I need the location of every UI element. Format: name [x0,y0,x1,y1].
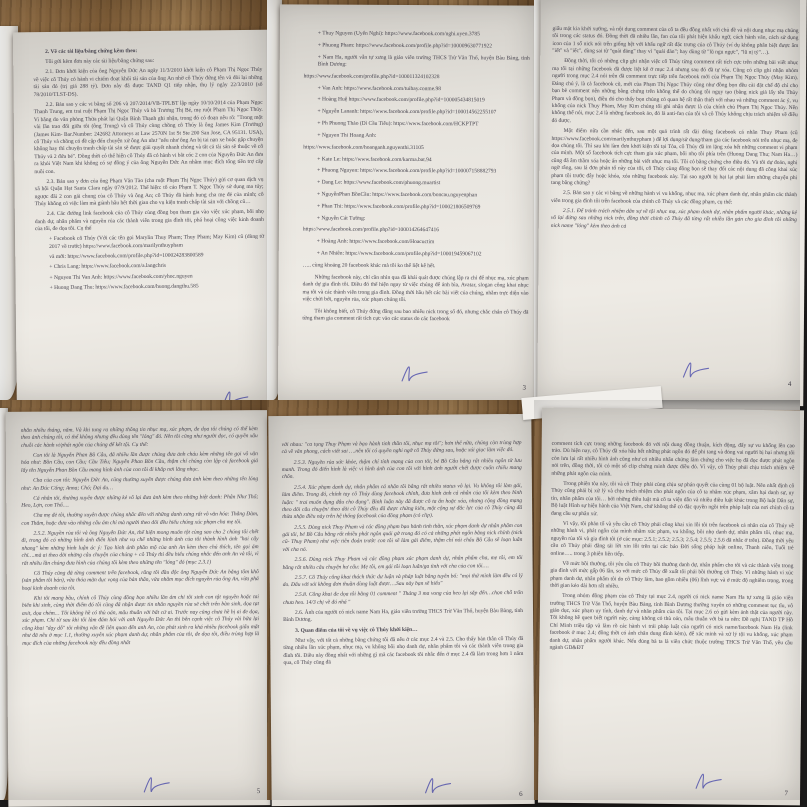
paragraph: Trong phiên tòa này, tôi và cô Thúy phải cùng chịu sự phán quyết của cùng 01 bộ luật. Nên nhất định cô Thúy cũng phải bị xử lý và chịu trách nhiệm cho phát ngôn của cô ta nhằm xúc phạm, xâm hại danh sự, uy tín, nhân phẩm của tôi… bởi những điều luật mà cô ta viện dẫn và nhiều điều luật khác trong Bộ luật Dân sự, Bộ luật Hình sự hiện hành của Việt Nam, chứ không thể có đặc quyền ngồi trên pháp luật của nơi chính cô ta đang cầu sự phân xử. [550,480,795,517]
paragraph: + Dang Le: https://www.facebook.com/phuong.muartist [317,179,441,187]
paper-sheet [6,410,271,807]
paragraph: 2.2. Bản sao y các vi bằng số 206 và 207/2014/VB-TPLBT lập ngày 10/10/2014 của Phạm Ngọc Thanh Trung, em trai ruột Phạm Thị Ngọc Thúy và bà Trương Thị Bé, mẹ ruột Phạm Thị Ngọc Thúy. Vi bằng do văn phòng Thừa phát lại Quận Bình Thạnh ghi nhận, trong đó có đoạn nêu rõ: "Trong một vài lần trao đổi giữa tôi (ông Trung) và cô Thúy cùng chồng cô Thúy là ông James Kim (Trưởng) (James Kim- Bar.Number: 242682 Attorneys at Law 2570N 1st St Ste 200 San Jose, CA 95131. USA), cô Thúy và chồng có đề cập đến chuyện xử ông An như "nếu như ông An bị tai nạn xe hoặc gặp chuyện không hay thì chuyện tranh chấp tài sản sẽ được giải quyết nhanh chóng và tắt cả tài sản sẽ thuộc về cô Thúy và 2 đứa bé". Đồng thời có thể hiện cô Thúy đã có hành vi bắt cóc 2 con của Nguyễn Đức An đưa ra khỏi Việt Nam khi không có sự đồng ý của ông Nguyễn Đức An nhằm mục đích tống tiền trợ cấp nuôi con. [33,99,264,175]
page-number: 4 [787,380,792,389]
paper-sheet [537,0,807,406]
paragraph: + Van Anh: https://www.facebook.com/tuibay.conme.98 [317,85,442,92]
paragraph: 2.6. Ảnh của người có nick name Nam Ha, giáo viên trường THCS Trừ Văn Thố, huyện Bàu Bàng, tỉnh Bình Dương. [283,607,524,624]
paragraph: nhân nhiều tháng, năm. Và khi tung ra những thông tin nhục mạ, xúc phạm, đe dọa tôi chúng có thể kèm theo ảnh chúng tôi, có thể không nhưng đều dùng tên "lóng" đó. Nên tôi cũng như người đọc, có quyền xâu chuỗi các hành vi/phát ngôn của chúng để kết tội. Cụ thể: [20,426,258,449]
paragraph: + Nguyễn Cát Tường: [316,215,366,222]
page-number: 6 [519,789,523,798]
page-text [278,4,540,324]
paragraph: Tôi không biết, cô Thúy đứng đằng sau bao nhiêu nick trong số đó, nhưng chắc chắn cô Thúy đã từng tham gia comment rất tích cực vào các status do các facebook [302,308,529,323]
paragraph: + Phan Thi: https://www.facebook.com/profile.php?id=100021806509769 [316,203,481,211]
paragraph: với nhau: "ca tụng Thuy Phạm và bạo hành tinh thần tôi, nhục mạ tôi"; hơn thế nữa, chúng còn trùng hợp cả về văn phong, cách viết sai ….nên tôi có quyền nghi ngờ cô Thúy đứng sau, hoặc xúi giục làm việc đó. [281,439,522,456]
paragraph: ….. cùng khoảng 20 facebook khác mà tôi ko thể liệt kê hết. [302,262,436,269]
page-photo-6 [267,400,534,800]
paragraph: Cá nhân tôi, thường xuyên được những kẻ vô lại đưa ảnh kèm theo những biệt danh: Phân Như Thổ; Heo, Lợn, con Thổ…. [21,493,259,509]
paragraph: 2.4. Các đường link facebook của cô Thúy cùng đồng bọn tham gia vào việc xúc phạm, bôi nhọ danh dự, nhân phẩm và nguyền rủa các thành viên trong gia đình tôi, phá hoại công việc kinh doanh của tôi, đe dọa tôi. Cụ thể [34,209,264,233]
paragraph: và mới: https://www.facebook.com/profile.php?id=100024283800589 [49,252,204,261]
page-photo-7 [534,400,800,800]
paragraph: Như vậy, với tất cả những bằng chứng tôi đã nêu ở các mục 2.4 và 2.5. Cho thấy bản thân cô Thúy đã từng nhiều lần xúc phạm, nhục mạ, vu khống bôi nhọ danh dự, nhân phẩm tôi và các thành viên trong gia đình tôi. Điều này đồng nhất với những gì mà các facebook tôi nhắc đến ở mục 2.4 đã làm trong hơn 1 năm qua, cô Thúy cũng đã [283,635,524,667]
paragraph: + Thuy Nguyen (Uyển Nghi): https://www.facebook.com/nghi.uyen.3785 [317,30,480,38]
signature-mark [677,359,713,383]
paragraph: 3. Quan điểm của tôi về vụ việc cô Thúy khởi kiện… [295,626,418,634]
paragraph: Vì vậy, tôi phản tố và yêu cầu cô Thúy phải công khai xin lỗi tôi trên facebook cá nhân của cô Thúy về những hành vi, phát ngôn của mình nhằm xúc phạm, vu khống, bôi nhọ danh dự, nhân phẩm tôi, nhục mạ, nguyền rủa tôi và gia đình tôi (ở các mục: 2.5.1; 2.5.2; 2.5.3; 2.5.4; 2.5.5; 2.5.6 đã nhắc ở trên). Đồng thời yêu cầu cô Thúy phải đăng tải lời xin lỗi trên tại các báo Đời sống pháp luật online, Thanh niên, Tuổi trẻ online….. trong 3 phiên liên tiếp. [550,520,794,558]
page-photo-2 [0,0,267,400]
page-number: 3 [522,383,527,392]
page-photo-3 [267,0,534,400]
paragraph: https://www.facebook.com/hoanganh.nguyenthi.31105 [303,144,424,151]
paragraph: + Hoàng Anh: https://www.facebook.com/Hoacuctim [316,238,435,246]
paragraph: Một điểm nữa cần nhắc đến, sau một quá trình rất dài đóng facebook cá nhân Thuy Pham (cũ https://www.facebook.com/marilynthuypham ) để lợi dụng/sử dụng/tham gia các facebook nói trên nhục mạ, đe dọa chúng tôi. Thì sau khi làm đơn khởi kiện tôi tại Tòa, cô Thúy đã im lặng xóa hết những comment vi phạm của mình. Một số facebook tích cực tham gia xúc phạm, bôi nhọ tôi phía trên (Huong Dang Thu; Nam Ha…) cũng đã âm thầm xóa hoặc ẩn những bài viết nhục mạ tôi. Tôi có bằng chứng cho điều đó. Và tôi dự đoán, nghi ngờ rằng, sau lá đơn phản tố này của tôi, cô Thúy cùng đồng bọn sẽ thay đổi các nội dung đã công khai xúc phạm tôi trước đây hoặc khóa, xóa những facebook này. Tại sao người bị hại lại phải làm những chuyện phi tang bằng chứng? [551,128,798,187]
paper-sheet [268,414,534,806]
paragraph: 2.3. Bản sao y đơn của ông Phạm Văn Tào (cha ruột Phạm Thị Ngọc Thúy) gửi cơ quan dịch vụ xã hội Quận Hạt Santa Clara ngày 07/9/2012. Thể hiện: tố cáo Phạm T. Ngọc Thúy sử dụng ma túy; ngược đãi 2 con gái chung của cô Thúy và ông An; cô Thúy đã hành hung cha mẹ đẻ của mình; cô Thúy không có việc làm mà giành hầu hết thời gian cho vụ kiện tranh chấp tài sản với chồng cũ… [34,176,264,208]
paragraph: 2.5.3. Nguyền rủa sức khỏe, thậm chí tính mạng của con tôi, bé Bồ Câu bằng rất nhiều ngôn từ lưu manh. Trong đó điển hình là việc vi hình ảnh của con tôi với hình ảnh người chết được cuốn chiếu mang chôn. [281,457,522,481]
paper-sheet [13,30,279,433]
paragraph: 2.5.7. Cô Thúy công khai thách thức dư luận và pháp luật bằng tuyên bố: "mọi thứ mình làm đều có lý do. Đấu với sói không đơn thuần dùng luật được….Sau này bạn sẽ hiểu" [282,572,523,589]
paragraph: 2.5.4. Xúc phạm danh dự, nhân phẩm cá nhân tôi bằng rất nhiều status vô lại. Vu khống tôi làm gái, làm điếm. Trong đó, chính tay cô Thúy dùng facebook chính, đưa hình ảnh cá nhân của tôi kèm theo bình luận: " trai muốn đụng đâu cho đụng". Bình luận này đã được cô ta ẩn hoặc xóa, nhưng cộng đồng mạng theo dõi câu chuyện/ theo dõi cô Thúy đều đã được chứng kiến, một cộng sự đắc lực của cô Thúy cũng đã thừa nhận điều này trên hệ thống facebook của đồng phạm (có clip). [281,482,523,521]
paragraph: 2.5.1. Để tránh trách nhiệm dân sự về tội nhục mạ, xúc phạm danh dự, nhân phẩm người khác, những kẻ vô lại đứng sau những nick trên, đồng thời chính cô Thúy đã từng rất nhiều lần gán cho gia đình tôi những nick name "lóng" kèm theo ảnh cá [550,207,797,230]
paragraph: + Nguyen Thi Van Anh: https://www.facebook.com/yhoc.nguyen [49,273,193,281]
paragraph: + Ph Phuong Thảo (Dì Cầu Tiêu): https://www.facebook.com/HCKPTPT [317,120,479,128]
paragraph: + Nguyễn Lananh: https://www.facebook.com/profile.php?id=100014562255107 [317,108,497,116]
paragraph: Con tôi là Nguyễn Phan Bồ Câu, đã nhiều lần được chúng đưa ảnh cháu kèm những tên gọi vô văn hóa như: Bồn Cầu, con Cầu; Cầu Tiêu; Nguyễn Phan Bồn Cầu, thậm chí chúng còn lập cả facebook giả lấy tên Nguyễn Phan Bồn Cầu mang hình ảnh của con tôi đi khắp nơi lăng nhục. [20,451,258,474]
page-text [539,0,807,232]
paragraph: + Facebook cô Thúy (Với các tên gọi Marylin Thuy Pham; Thuy Pham; May Kim) cũ (dùng từ 2017 về trước) https://www.facebook.com/marilynthuypham [49,234,265,250]
paragraph: + Nam Ha, người vẫn tự xưng là giáo viên trường THCS Trừ Văn Thố, huyện Bàu Bàng, tỉnh Bình Dương: [317,54,530,68]
page-text [268,414,533,668]
paragraph: comment tích cực trong những facebook đó với nội dung đồng thuận, kích động, đẩy sự vu khống lên cao trào. Dù hiện nay, cô Thúy đã xóa hầu hết những phát ngôn đó để phi tang và đóng vai người bị hại nhưng tôi còn lưu lại rất nhiều hình ảnh cũng như có nhiều nhân chứng làm chứng cho việc họ đã đọc được phát ngôn nói trên, đồng thời, tôi có một số clip chứng minh được điều đó. Vì vậy, cô Thúy phải chịu trách nhiệm về những phát ngôn của mình. [551,440,795,478]
page-text [540,408,805,655]
paragraph: Đồng thời, tôi có những clip ghi nhận việc cô Thúy từng comment rất tích cực trên những bài viết nhục mạ tôi tại những facebook đã được liệt kê ở mục 2.4 nhưng sau đó đã tự xóa. Cũng có clip ghi nhận nhóm người trong mục 2.4 nói trên đã comment trực tiếp trên facebook mới của Phạm Thị Ngọc Thúy (May Kim). Đáng chú ý, là cả facebook cũ, mới của Phạm Thị Ngọc Thúy cũng như đồng bọn đều cài đặt chế độ chỉ cho bạn bè comment nên những bằng chứng trên không thể do chúng tôi ngụy tạo (bằng nick giả lấy tên Thủy Phạm và đồng bọn), điều đó cho thấy bọn chúng có quan hệ rất thân thiết với nhau và những comment ác ý, vu khống của nick Thuy Pham, May Kim chúng tôi ghi nhận được là của chính chủ Phạm Thị Ngọc Thúy. Nên không thể nói, mục 2.4 là những facebook ảo, đó là anti-fan của tôi và cô Thúy không chịu trách nhiệm về điều đó được. [551,58,799,124]
paragraph: Về mức bồi thường, tôi yêu cầu cô Thúy bồi thường danh dự, nhân phẩm cho tôi và các thành viên trong gia đình với mức gấp 06 lần, so với mức cô Thúy đề xuất tôi phải bồi thường cô Thúy. Vì những hành vi xúc phạm danh dự, nhân phẩm tôi do cô Thúy làm, bao gồm nhiều (06) lĩnh vực và ở mức độ nghiêm trọng, trong thời gian kéo dài hơn rất nhiều. [550,560,794,590]
paragraph: Trong nhóm đồng phạm của cô Thúy tại mục 2.4, người có nick name Nam Ha tự xưng là giáo viên trường THCS Trừ Văn Thố, huyện Bàu Bàng, tỉnh Bình Dương thường xuyên có những comment tục tĩu, vô giáo dục, xúc phạm uy tính, danh dự và nhân phẩm của tôi. Tại mục 2.6 có gửi kèm ảnh thật của người này. Tôi không hề quen biết người này, càng không có thù oán, mâu thuẫn với bà ta nên: Đề nghị TAND TP Hồ Chí Minh triệu tập và làm rõ các hành vi trái pháp luật của người có nick name/facebook Nam Ha (link facebook ở mục 2.4; đồng thời có ảnh chân dung đính kèm), để xác minh và xử lý tội vu khống, xúc phạm danh dự, nhân phẩm người khác. Nếu đúng bà ta là viên chức thuộc trường THCS Trừ Văn Thố, yêu cầu ngành GD&ĐT [549,593,794,652]
paragraph: Những facebook này, chỉ cần nhìn qua đã khái quát được chúng lập ra chỉ để nhục mạ, xúc phạm danh dự gia đình tôi. Điều đó thể hiện ngay từ việc chúng để ảnh bìa, Avatar, slogan công khai nhục mạ tôi và các thành viên trong gia đình. Đồng thời hầu hết các bài viết của chúng, nhằm trực diện vào việc chửi bới, nguyền rủa, xúc phạm chúng tôi. [302,274,529,303]
paragraph: + An Nhiên: https://www.facebook.com/profile.php?id=100019459067102 [316,250,482,258]
page-text [13,30,278,293]
paragraph: Cha mẹ đẻ tôi, thường xuyên được chúng nhắc đến với những danh xưng rất vô văn hóa: Thằng Đàm, con Thâm, hoặc đưa vào những câu ám chỉ mà người theo dõi đều hiểu chúng xúc phạm cha mẹ tôi. [21,511,259,527]
paragraph: Khi tôi mang bầu, chính cô Thúy cùng đồng bọn nhiều lần ám chỉ tôi sinh con tật nguyền hoặc tai biến khi sinh, cùng thời điểm đó tôi cũng đã nhận được tin nhắn nguyền rủa sẽ chết trên bàn sinh, dọa tạt axit, dọa chém… Tôi không hề có thù oán, mâu thuẫn với bất cứ ai. Trước nay cũng chưa hề bị ai đe dọa, xúc phạm. Chỉ từ sau khi tôi làm đám hỏi với anh Nguyễn Đức An thì bên cạnh việc cô Thúy vài bữa lại công khai "dạy dỗ" tôi những vấn đề liên quan đến anh An, còn phát sinh ra khá nhiều facebook giấu mặt như đã nêu ở mục 1.1, thường xuyên xúc phạm danh dự, nhân phẩm của tôi, đe dọa tôi, điều trùng hợp là mục đích của những facebook này đều đồng nhất [21,594,260,647]
paper-sheet [278,4,540,405]
paper-sheet [538,408,804,806]
paragraph: giấu mặt kia khởi xướng, và nội dung comment của cô ta đều đồng nhất với chủ đề và nội dung nhục mạ chúng tôi trong các status đó. Đồng thời đã nhiều lần, fan của tôi phát hiện khẩu ngữ, cách hành văn, cách sử dụng icon của 1 số nick nói trên giống hệt với khẩu ngữ rất đặc trưng của cô Thúy (ví dụ không phân biệt được âm "iết" và "iếc", dùng sai từ "quái đảng" thay vì "quái đản"; hay dùng từ "lũ ngu ngực", "lũ nị tỷ"…). [552,25,799,57]
paragraph: + Hoàng Huệ https://www.facebook.com/profile.php?id=100005434815019 [317,97,485,104]
paragraph: + Nguyen Thi Hoang Anh: [317,132,377,139]
paragraph: 2.5.2. Nguyền rủa tôi và ông Nguyễn Đức An, thể hiện mong muốn tột cùng sao cho 2 chúng tôi chết đi, trong đó có những hình ảnh điển hình như vụ chế những hình ảnh của tôi thành hình ảnh "hai cây nhang" kèm những bình luận ác ý: Tạo hình ảnh phần mộ của anh An kèm theo chú thích, tên gọi ám chỉ….mà ai theo dõi những câu chuyện của chúng + cô Thúy thì đều hiểu chúng nhắc đến anh An và tôi, vì rất nhiều lần chúng đưa hình của chúng tôi kèm theo những tên "lóng" đó (mục 2.3.1) [21,529,259,567]
paragraph: Cha của con tôi: Nguyễn Đức An, cũng thường xuyên được chúng đưa ảnh kèm theo những tên lóng như: An Đúc Cống; Anna; Chó; Đại du… [21,476,259,492]
paragraph: 2.5. Bản sao y các vi bằng về những hành vi vu khống, nhục mạ, xúc phạm danh dự, nhân phẩm các thành viên trong gia đình tôi trên facebook của chính cô Thúy và các đồng phạm, cụ thể: [550,190,798,206]
paragraph: 2.1. Đơn khởi kiện của ông Nguyễn Đức An ngày 11/3/2010 khởi kiện cô Phạm Thị Ngọc Thúy về việc cô Thúy có hành vi chiếm đoạt khối tài sản của ông An nhờ cô Thúy đứng tên và đòi lại những tài sản đó (trị giá 288 tỷ). Đơn này đã được TAND Q1 tiếp nhận, thụ lý ngày 22/3/2010 (số 78/2010/TLST-DS). [33,67,263,98]
signature-mark [396,363,432,387]
signature-mark [690,770,726,794]
paragraph: 2.5.5. Dùng nick Thuy Pham và các đồng phạm bạo hành tinh thần, xúc phạm danh dự nhân phẩm con gái tôi, bé Bồ Câu bằng rất nhiều phát ngôn quái gở trong đó có cả những phát ngôn bằng nick chính (nick cũ- Thuy Pham) như việc tiên đoán trước con tôi sẽ làm gái điếm, thậm chí nói cháu Bồ Câu sẽ loạn luân với cha nó. [282,522,523,553]
page-number: 5 [256,787,261,796]
paragraph: + Kate Le: https://www.facebook.com/karma.bat.94 [317,156,432,163]
page-text [6,410,270,648]
paragraph: + Phuong Pham: https://www.facebook.com/profile.php?id=100009630771922 [317,42,493,50]
paragraph: https://www.facebook.com/profile.php?id=100014264647416 [302,226,439,234]
page-photo-4 [534,0,800,400]
paragraph: Tôi gửi kèm đơn này các tài liệu/bằng chứng sau: [45,58,155,66]
paragraph: 2.5.8. Công khai đe dọa tôi bằng 01 comment " Tháng 3 ma vong của heo lại sắp đến…chọn chỗ trốn chưa heo. 14/3 chị về đó nhá " [282,590,523,606]
paragraph: + NguyễnPhan BồnCầu: https://www.facebook.com/boncau.nguyenphan [317,191,478,199]
paragraph: + Huong Dang Thu: https://www.facebook.com/huong.dangthu.585 [49,283,199,291]
paragraph: + Phuong Nguyen: https://www.facebook.com/profile.php?id=100007158882793 [317,167,497,175]
signature-mark [138,774,174,798]
paragraph: 2.5.6. Dùng nick Thuy Pham và các đồng phạm xúc phạm danh dự, nhân phẩm cha, mẹ tôi, em tôi bằng rất nhiều câu chuyện hư cấu: Mẹ tôi, em gái tôi loạn luân/ga tình với cha của con tôi…. [282,555,523,571]
page-photo-5 [0,400,267,800]
paragraph: + Chris Lang: https://www.facebook.com/a.langchris [49,263,167,271]
paragraph: 2. Về các tài liệu/bằng chứng kèm theo: [45,48,138,56]
signature-mark [419,775,455,799]
paragraph: https://www.facebook.com/profile.php?id=100011324102328 [303,73,440,81]
page-number: 7 [784,789,789,798]
paragraph: Cô Thúy cũng đã từng comment trên facebook, rằng tôi đầu độc ông Nguyễn Đức An bằng tôm khô (sản phẩm tôi bán), vừa thỏa mãn dục vọng của bản thân, vừa nhằm mục đích nguyền rủa ông An, vừa phá hoại kinh doanh của tôi. [21,569,259,592]
